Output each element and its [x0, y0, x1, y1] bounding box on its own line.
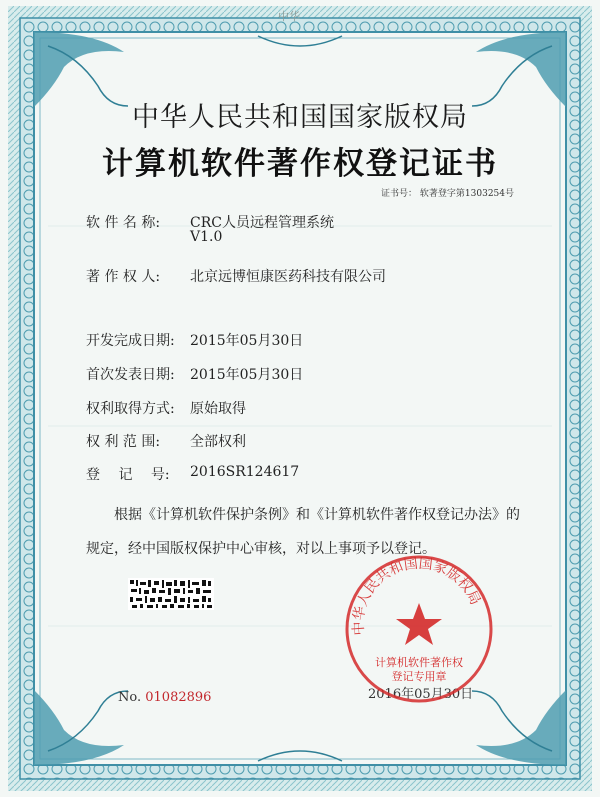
issue-date: 2016年05月30日: [368, 687, 474, 702]
field-value-version: V1.0: [190, 229, 223, 245]
field-label: 权利取得方式:: [86, 401, 175, 417]
field-first-publish-date: [86, 364, 304, 384]
field-value: CRC人员远程管理系统: [190, 215, 334, 231]
field-value: 原始取得: [190, 401, 246, 417]
seal-arc-text: 中华人民共和国国家版权局: [350, 555, 484, 636]
field-registration-number: [86, 464, 300, 484]
field-dev-completion-date: [86, 330, 304, 350]
field-label: 首次发表日期:: [86, 367, 175, 383]
field-label: 软 件 名 称:: [86, 215, 161, 231]
field-label: 著 作 权 人:: [86, 269, 161, 285]
issuing-authority: 中华人民共和国国家版权局: [132, 102, 468, 133]
serial-number-value: 01082896: [145, 690, 212, 705]
field-software-name: [86, 212, 334, 232]
field-acquisition-method: [86, 398, 246, 418]
field-copyright-owner: [86, 266, 386, 286]
serial-number: [118, 690, 211, 705]
star-icon: [396, 603, 442, 645]
handwritten-signature: 中华: [278, 10, 300, 23]
field-value: 2016SR124617: [190, 464, 300, 480]
serial-number-label: No.: [118, 690, 142, 705]
seal-line-2: 登记专用章: [391, 670, 447, 683]
seal-line-1: 计算机软件著作权: [375, 656, 463, 669]
field-value: 2015年05月30日: [190, 333, 304, 349]
field-label: 登 记 号:: [86, 467, 170, 483]
field-value: 北京远博恒康医药科技有限公司: [190, 269, 386, 285]
statement-line-1: 根据《计算机软件保护条例》和《计算机软件著作权登记办法》的: [114, 507, 520, 523]
field-value: 全部权利: [190, 434, 246, 450]
barcode-image: [128, 578, 214, 610]
field-label: 权 利 范 围:: [86, 434, 161, 450]
official-seal: [343, 553, 495, 705]
statement-line-2: 规定，经中国版权保护中心审核，对以上事项予以登记。: [86, 541, 436, 557]
field-value: 2015年05月30日: [190, 367, 304, 383]
field-label: 开发完成日期:: [86, 333, 175, 349]
certificate-title: 计算机软件著作权登记证书: [102, 146, 498, 182]
field-rights-scope: [86, 431, 246, 451]
certificate-number: 证书号： 软著登字第1303254号: [381, 189, 514, 199]
